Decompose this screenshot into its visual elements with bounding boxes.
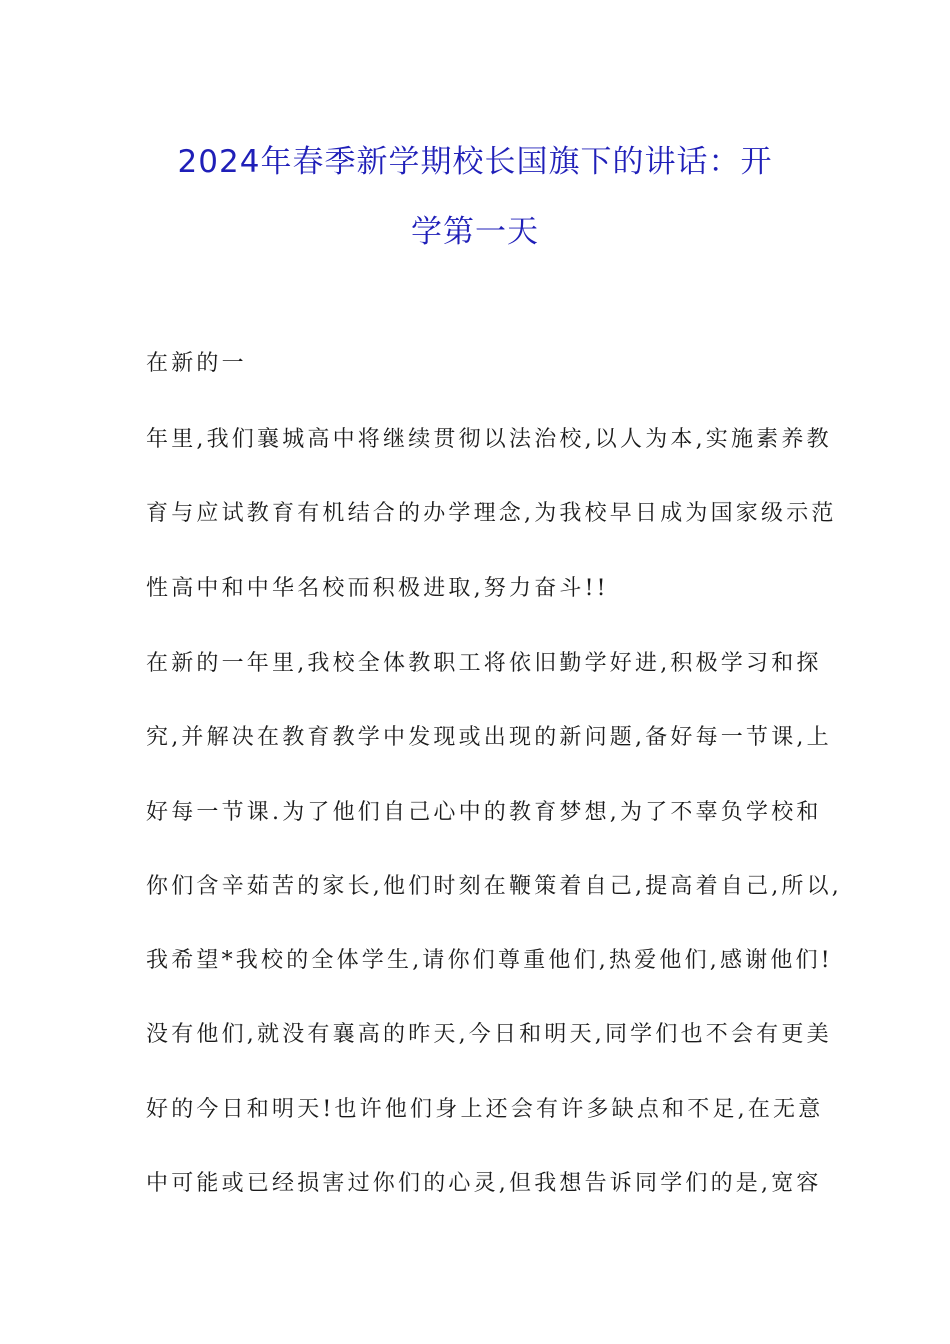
body-text-line: 性高中和中华名校而积极进取,努力奋斗!!	[146, 576, 609, 601]
body-text-line: 在新的一	[146, 351, 247, 376]
document-title-line-1: 2024年春季新学期校长国旗下的讲话：开	[177, 144, 773, 180]
body-text-line: 年里,我们襄城高中将继续贯彻以法治校,以人为本,实施素养教	[146, 427, 832, 452]
body-text-line: 究,并解决在教育教学中发现或出现的新问题,备好每一节课,上	[146, 725, 832, 750]
body-text-line: 育与应试教育有机结合的办学理念,为我校早日成为国家级示范	[146, 501, 837, 526]
body-text-line: 你们含辛茹苦的家长,他们时刻在鞭策着自己,提高着自己,所以,	[146, 874, 842, 899]
document-title-line-2: 学第一天	[411, 214, 539, 250]
body-text-line: 没有他们,就没有襄高的昨天,今日和明天,同学们也不会有更美	[146, 1022, 832, 1047]
body-text-line: 好的今日和明天!也许他们身上还会有许多缺点和不足,在无意	[146, 1097, 824, 1122]
body-text-line: 好每一节课.为了他们自己心中的教育梦想,为了不辜负学校和	[146, 800, 822, 825]
body-text-line: 中可能或已经损害过你们的心灵,但我想告诉同学们的是,宽容	[146, 1171, 822, 1196]
body-text-line: 我希望*我校的全体学生,请你们尊重他们,热爱他们,感谢他们!	[146, 948, 833, 973]
body-text-line: 在新的一年里,我校全体教职工将依旧勤学好进,积极学习和探	[146, 651, 822, 676]
